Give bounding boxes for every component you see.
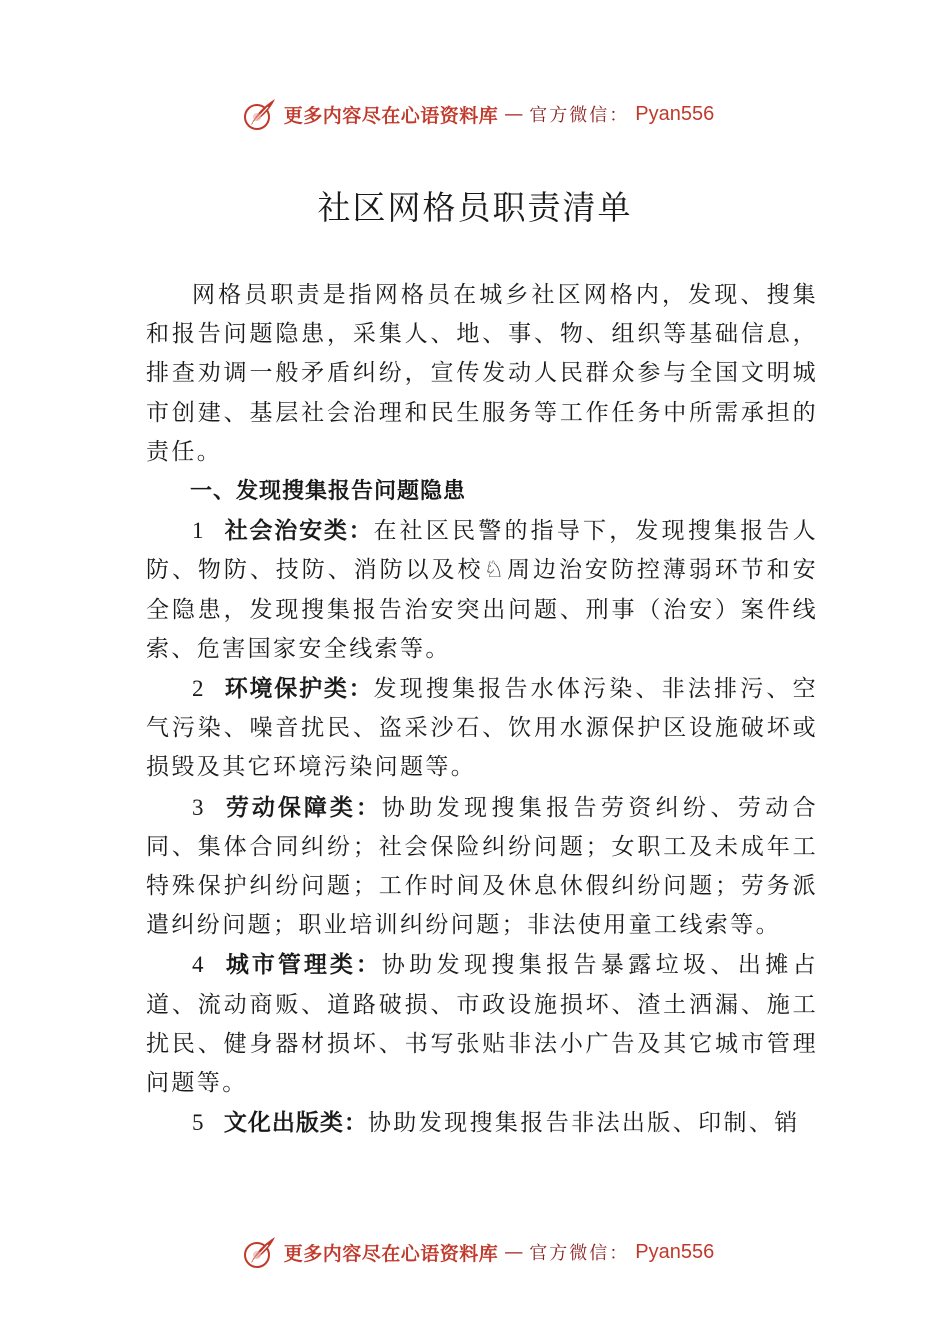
document-body xyxy=(146,276,818,1143)
list-item xyxy=(146,511,818,669)
banner-main-text: 更多内容尽在心语资料库 xyxy=(283,1242,499,1265)
item-number: 2 xyxy=(192,676,206,702)
item-text: 发现搜集报告水体污染、非法排污、空气污染、噪音扰民、盗采沙石、饮用水源保护区设施破坏或损毁及其它环境污染问题等。 xyxy=(146,676,819,781)
header-banner xyxy=(0,94,950,134)
intro-paragraph: 网格员职责是指网格员在城乡社区网格内，发现、搜集和报告问题隐患，采集人、地、事、物、组织等基础信息， 排查劝调一般矛盾纠纷，宣传发动人民群众参与全国文明城市创建、基层社会治理和民生服务等工作任务中所需承担的责任。 xyxy=(146,282,818,465)
item-number: 1 xyxy=(192,518,206,544)
item-text: 协助发现搜集报告非法出版、印制、销 xyxy=(367,1110,800,1137)
item-number: 4 xyxy=(192,952,206,978)
banner-main-text: 更多内容尽在心语资料库 xyxy=(283,104,499,127)
list-item xyxy=(146,669,818,788)
banner-dash: — xyxy=(504,103,524,125)
item-text: 在社区民警的指导下，发现搜集报告人防、物防、技防、消防以及校♘周边治安防控薄弱环节和安全隐患，发现搜集报告治安突出问题、刑事（治安）案件线索、危害国家安全线索等。 xyxy=(146,518,819,662)
item-text: 协助发现搜集报告劳资纠纷、劳动合同、集体合同纠纷；社会保险纠纷问题；女职工及未成年工特殊保护纠纷问题；工作时间及休息休假纠纷问题；劳务派遣纠纷问题；职业培训纠纷问题；非法使用童工线索等。 xyxy=(146,794,818,939)
item-label: 文化出版类： xyxy=(223,1110,368,1137)
footer-banner xyxy=(0,1232,950,1272)
banner-wechat-label: 官方微信： xyxy=(529,105,630,126)
item-label: 城市管理类： xyxy=(223,952,382,979)
item-number: 3 xyxy=(192,794,206,820)
banner-dash: — xyxy=(504,1241,524,1263)
banner-wechat-id: Pyan556 xyxy=(635,1240,715,1263)
item-number: 5 xyxy=(192,1110,206,1136)
item-label: 社会治安类： xyxy=(223,518,374,545)
list-item xyxy=(146,945,818,1103)
list-item xyxy=(146,788,818,946)
item-label: 环境保护类： xyxy=(223,676,374,703)
quill-logo-icon xyxy=(242,1234,278,1270)
quill-logo-icon xyxy=(242,96,278,132)
item-text: 协助发现搜集报告暴露垃圾、出摊占道、流动商贩、道路破损、市政设施损坏、渣土洒漏、施工扰民、健身器材损坏、书写张贴非法小广告及其它城市管理问题等。 xyxy=(146,952,818,1097)
banner-wechat-id: Pyan556 xyxy=(635,102,715,125)
banner-wechat-label: 官方微信： xyxy=(529,1243,630,1264)
document-title: 社区网格员职责清单 xyxy=(317,188,633,227)
section-heading: 一、发现搜集报告问题隐患 xyxy=(190,479,467,505)
list-item xyxy=(146,1103,818,1143)
item-label: 劳动保障类： xyxy=(223,794,382,821)
